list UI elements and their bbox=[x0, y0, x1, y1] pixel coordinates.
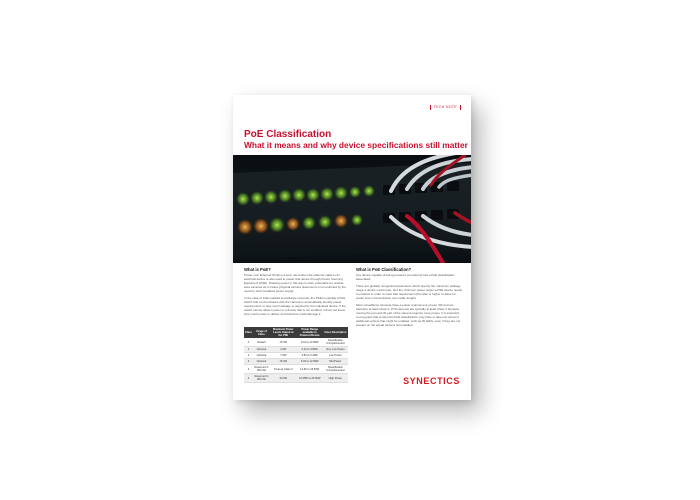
page-title: PoE Classification bbox=[244, 129, 332, 140]
table-cell: Very Low Power bbox=[323, 347, 348, 353]
table-cell: Treat as Class 0 bbox=[270, 365, 297, 374]
right-paragraph-1: Any device capable of being powered via ethernet has a PoE classification associated. bbox=[356, 273, 455, 281]
left-heading: What is PoE? bbox=[244, 267, 271, 272]
table-cell: 3 bbox=[244, 359, 253, 365]
table-row bbox=[244, 365, 348, 374]
synectics-logo: SYNECTICS bbox=[403, 376, 460, 386]
table-cell: 0 bbox=[244, 338, 253, 347]
right-paragraph-3: Most surveillance cameras have a power requirement of over 4W and are therefore at least Class 0. PTZ cameras are typically at least Class 4 because moving the pan and tilt part of the camera requires more power. It is important to recognise that a camera's PoE classification may have to take into account additional options that might be enabled, such as IR LEDs, even if they are not present on the actual camera unit installed. bbox=[356, 303, 461, 327]
table-cell: Optional bbox=[253, 353, 270, 359]
tech-note-tag: TECH NOTE bbox=[430, 105, 461, 110]
table-cell: 4 bbox=[244, 365, 253, 374]
table-header-row bbox=[244, 327, 348, 338]
table-header: Class bbox=[244, 327, 253, 338]
table-cell: 0.44 to 12.95W bbox=[297, 338, 323, 347]
table-cell: Classification Unimplemented bbox=[323, 365, 348, 374]
hero-image-network-switch bbox=[233, 155, 471, 263]
table-header: Maximum Power Levels Output at the PSE bbox=[270, 327, 297, 338]
table-header: Class Description bbox=[323, 327, 348, 338]
table-cell: Reserved in 802.3af bbox=[254, 366, 269, 372]
table-cell: Low Power bbox=[323, 353, 348, 359]
table-cell: 30.0W bbox=[270, 374, 297, 383]
poe-class-table bbox=[244, 327, 348, 383]
table-cell: 1 bbox=[244, 347, 253, 353]
table-cell: Mid Power bbox=[323, 359, 348, 365]
left-column bbox=[244, 267, 348, 319]
table-cell: 4.0W bbox=[270, 347, 297, 353]
table-row bbox=[244, 338, 348, 347]
right-heading: What is PoE Classification? bbox=[356, 267, 412, 272]
table-cell: Optional bbox=[253, 359, 270, 365]
right-column bbox=[356, 267, 462, 330]
table-cell: Reserved in 802.3at bbox=[254, 375, 269, 381]
left-paragraph-2: In the case of PoE enabled surveillance cameras, the PSE is typically a PoE switch that communicates with the camera to automatically identify power requirements or how much wattage is required by the individual device. If the switch cannot deliver power to a device that is not enabled, it does not know how much power to deliver and therefore could damage it. bbox=[244, 296, 346, 316]
page-subtitle: What it means and why device specifications still matter bbox=[244, 140, 468, 150]
table-cell: 7.0W bbox=[270, 353, 297, 359]
table-cell: High Power bbox=[323, 374, 348, 383]
table-header: Usage of Class bbox=[253, 327, 270, 338]
table-cell: 2 bbox=[244, 353, 253, 359]
table-cell: 15.4W bbox=[270, 338, 297, 347]
table-cell: 0.44 to 3.84W bbox=[297, 347, 323, 353]
table-cell: Default bbox=[253, 338, 270, 347]
table-cell: 12.95W to 25.50W bbox=[297, 374, 323, 383]
table-cell: 12.95 to 25.50W bbox=[297, 365, 323, 374]
table-cell: 6.49 to 12.95W bbox=[297, 359, 323, 365]
table-cell: 4 bbox=[244, 374, 253, 383]
table-row bbox=[244, 374, 348, 383]
table-cell: Classification Unimplemented bbox=[323, 338, 348, 347]
tech-note-page bbox=[233, 95, 471, 400]
table-cell: 15.4W bbox=[270, 359, 297, 365]
table-header: Power Range available to Powered Device bbox=[297, 327, 323, 338]
right-paragraph-2: There are globally recognised parameters which specify the maximum wattage range a device could need, and the minimum power output a PSE device needs to produce in order to meet that requirement (the latter is higher to allow for power loss in transmission over cable length). bbox=[356, 284, 462, 300]
table-cell: 3.84 to 6.49W bbox=[297, 353, 323, 359]
left-paragraph-1: Power over Ethernet (PoE) is a term used when the ethernet cable to an electrical device is also used to power that device through Power Sourcing Equipment (PSE). Drawing power in this way is often preferable for outside area cameras as it means physical camera placement is not restricted by the need for short localised power supply. bbox=[244, 273, 346, 293]
table-cell: Optional bbox=[253, 347, 270, 353]
